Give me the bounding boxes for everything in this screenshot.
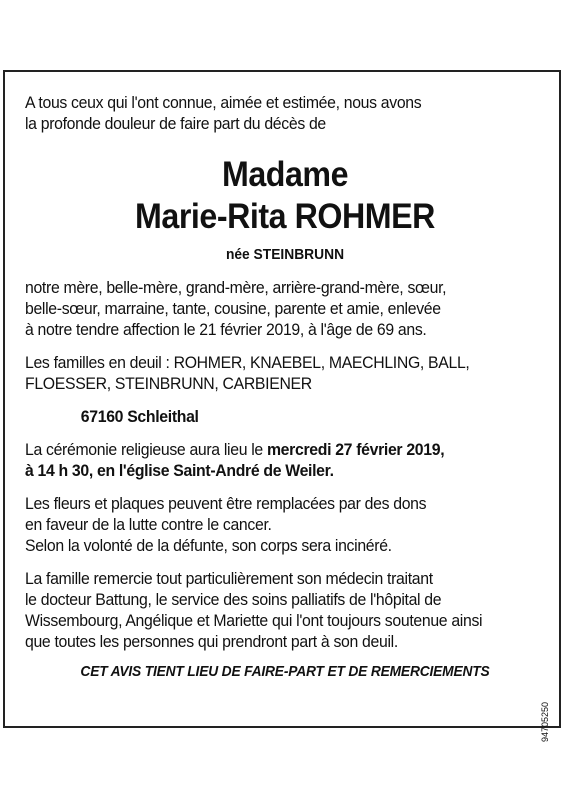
location-paragraph [25, 406, 545, 427]
thanks-line-2: le docteur Battung, le service des soins palliatifs de l'hôpital de [25, 590, 442, 609]
flowers-line-1: Les fleurs et plaques peuvent être remplacées par des dons [25, 494, 427, 513]
relations-line-1: notre mère, belle-mère, grand-mère, arrière-grand-mère, sœur, [25, 278, 447, 297]
flowers-paragraph [25, 493, 545, 556]
obituary-notice [3, 70, 561, 728]
families-line-1: Les familles en deuil : ROHMER, KNAEBEL, MAECHLING, BALL, [25, 353, 470, 372]
reference-number: 94705250 [540, 701, 550, 742]
thanks-line-3: Wissembourg, Angélique et Mariette qui l'ont toujours soutenue ainsi [25, 611, 483, 630]
relations-paragraph [25, 277, 545, 340]
birth-name: née STEINBRUNN [225, 246, 345, 263]
ceremony-line-1 [25, 439, 547, 460]
ceremony-line-2: à 14 h 30, en l'église Saint-André de Weiler. [25, 461, 334, 480]
deceased-name: Marie-Rita ROHMER [135, 197, 435, 236]
notice-content [25, 92, 545, 682]
ceremony-date: mercredi 27 février 2019, [266, 440, 445, 459]
families-paragraph [25, 352, 545, 394]
relations-line-2: belle-sœur, marraine, tante, cousine, parente et amie, enlevée [25, 299, 441, 318]
intro-paragraph [25, 92, 545, 134]
footer-notice: CET AVIS TIENT LIEU DE FAIRE-PART ET DE REMERCIEMENTS [80, 663, 490, 680]
ceremony-paragraph [25, 439, 545, 481]
deceased-title: Madame [221, 155, 349, 194]
thanks-paragraph [25, 568, 545, 652]
thanks-line-1: La famille remercie tout particulièrement son médecin traitant [25, 569, 433, 588]
relations-line-3: à notre tendre affection le 21 février 2019, à l'âge de 69 ans. [25, 320, 427, 339]
flowers-line-2: en faveur de la lutte contre le cancer. [25, 515, 272, 534]
families-line-2: FLOESSER, STEINBRUNN, CARBIENER [25, 374, 312, 393]
ceremony-prefix: La cérémonie religieuse aura lieu le [25, 440, 267, 459]
intro-line-2: la profonde douleur de faire part du décès de [25, 114, 326, 133]
location-line: 67160 Schleithal [80, 407, 199, 426]
flowers-line-3: Selon la volonté de la défunte, son corps sera incinéré. [25, 536, 392, 555]
intro-line-1: A tous ceux qui l'ont connue, aimée et estimée, nous avons [25, 93, 422, 112]
thanks-line-4: que toutes les personnes qui prendront part à son deuil. [25, 632, 398, 651]
